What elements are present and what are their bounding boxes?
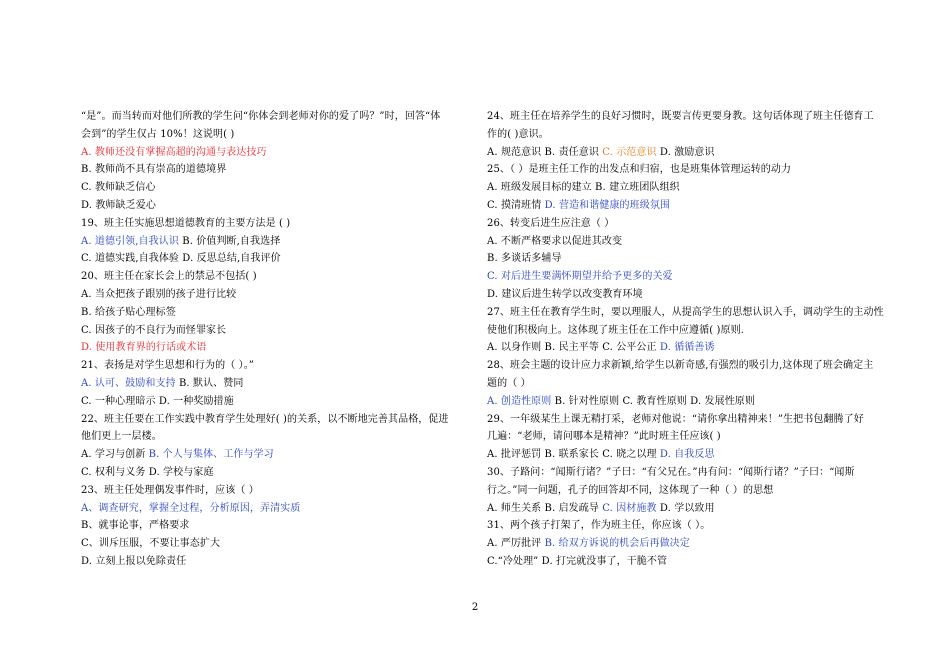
text-line bbox=[487, 304, 884, 322]
line-text: D. 激励意识 bbox=[656, 146, 715, 158]
line-text: 30、子路问：“闻斯行诸？”子曰：“有父兄在。”冉有问：“闻斯行诸？”子曰：“闻斯 bbox=[487, 466, 855, 478]
line-text: 24、班主任在培养学生的良好习惯时，既要言传更要身教。这句话体现了班主任德育工 bbox=[487, 111, 874, 122]
line-text: 28、班会主题的设计应力求新颖,给学生以新奇感,有强烈的吸引力,这体现了班会确定主 bbox=[487, 360, 874, 372]
text-line bbox=[487, 197, 877, 215]
right-column bbox=[487, 108, 884, 571]
text-line bbox=[487, 322, 877, 340]
line-text: 作的( )意识。 bbox=[487, 128, 549, 140]
text-line bbox=[487, 233, 877, 251]
text-line bbox=[81, 179, 466, 197]
page-number: 2 bbox=[471, 602, 479, 613]
line-text: B. 针对性原则 C. 教育性原则 D. 发展性原则 bbox=[551, 395, 756, 407]
text-line bbox=[487, 126, 877, 144]
line-text: B. 多谈话多辅导 bbox=[487, 253, 562, 265]
text-line bbox=[487, 286, 877, 304]
line-text: A. 学习与创新 bbox=[81, 449, 149, 461]
line-text: 几遍：“老师，请问哪本是精神？”此时班主任应该( ) bbox=[487, 431, 721, 443]
line-text: A. 以身作则 B. 民主平等 C. 公平公正 bbox=[487, 342, 660, 354]
line-text: C、训斥压服，不要让事态扩大 bbox=[81, 538, 221, 550]
line-text: 23、班主任处理偶发事件时，应该（ ） bbox=[81, 484, 259, 496]
line-text: 29、一年级某生上课无精打采，老师对他说：“请你拿出精神来！”生把书包翻腾了好 bbox=[487, 413, 864, 425]
line-text: A. 当众把孩子跟别的孩子进行比较 bbox=[81, 288, 237, 300]
text-line bbox=[487, 215, 877, 233]
answer-highlight: A. 教师还没有掌握高超的沟通与表达技巧 bbox=[81, 146, 267, 158]
text-line bbox=[81, 233, 466, 251]
text-line bbox=[81, 428, 466, 446]
answer-highlight: D. 循循善诱 bbox=[659, 342, 715, 354]
text-line bbox=[487, 464, 877, 482]
line-text: 题的（ ） bbox=[487, 377, 531, 389]
text-line bbox=[487, 179, 877, 197]
line-text: C. 权利与义务 D. 学校与家庭 bbox=[81, 466, 214, 478]
line-text: 20、班主任在家长会上的禁忌不包括( ) bbox=[81, 271, 257, 283]
text-line bbox=[81, 286, 466, 304]
text-line bbox=[81, 268, 466, 286]
text-line bbox=[81, 322, 466, 340]
text-line bbox=[81, 411, 466, 429]
answer-highlight: A. 道德引领,自我认识 bbox=[81, 235, 179, 247]
text-line bbox=[487, 535, 877, 553]
line-text: A. 班级发展目标的建立 B. 建立班团队组织 bbox=[487, 182, 680, 194]
line-text: B. 给孩子贴心理标签 bbox=[81, 306, 176, 318]
text-line bbox=[487, 357, 877, 375]
text-line bbox=[487, 517, 877, 535]
text-line bbox=[487, 393, 877, 411]
line-text: 26、转变后进生应注意（ ） bbox=[487, 217, 615, 229]
answer-highlight: C. 示范意识 bbox=[602, 146, 657, 158]
text-line bbox=[81, 304, 466, 322]
line-text: “是”。而当转而对他们所教的学生问“你体会到老师对你的爱了吗？”时，回答“体 bbox=[81, 111, 441, 122]
text-line bbox=[81, 553, 466, 571]
text-line bbox=[487, 553, 877, 571]
line-text: 21、表扬是对学生思想和行为的（ ）。” bbox=[81, 360, 255, 372]
text-line bbox=[487, 161, 877, 179]
line-text: C. 一种心理暗示 D. 一种奖励措施 bbox=[81, 395, 234, 407]
line-text: C. 道德实践,自我体验 D. 反思总结,自我评价 bbox=[81, 253, 281, 265]
text-line bbox=[487, 428, 877, 446]
line-text: C.“冷处理” D. 打完就没事了，干脆不管 bbox=[487, 555, 668, 567]
line-text: B. 教师尚不具有崇高的道德境界 bbox=[81, 164, 227, 176]
text-line bbox=[81, 126, 466, 144]
text-line bbox=[81, 375, 466, 393]
text-line bbox=[81, 339, 466, 357]
line-text: C. 因孩子的不良行为而怪罪家长 bbox=[81, 324, 227, 336]
line-text: 22、班主任要在工作实践中教育学生处理好( )的关系，以不断地完善其品格，促进 bbox=[81, 413, 449, 425]
line-text: C. 教师缺乏信心 bbox=[81, 182, 156, 194]
answer-highlight: A、调查研究，掌握全过程，分析原因，弄清实质 bbox=[81, 502, 301, 514]
text-line bbox=[81, 446, 466, 464]
text-line bbox=[81, 144, 466, 162]
text-line bbox=[487, 411, 877, 429]
text-line bbox=[487, 108, 877, 126]
text-line bbox=[487, 144, 877, 162]
text-line bbox=[81, 250, 466, 268]
text-line bbox=[81, 517, 466, 535]
text-line bbox=[81, 215, 466, 233]
line-text: B、就事论事，严格要求 bbox=[81, 520, 190, 532]
line-text: A. 严厉批评 bbox=[487, 538, 545, 550]
text-line bbox=[81, 535, 466, 553]
text-line bbox=[81, 197, 466, 215]
text-line bbox=[81, 482, 466, 500]
line-text: B. 默认、赞同 bbox=[175, 377, 244, 389]
answer-highlight: C. 对后进生要满怀期望并给予更多的关爱 bbox=[487, 271, 673, 283]
text-line bbox=[487, 482, 877, 500]
line-text: C. 摸清班情 bbox=[487, 199, 545, 211]
line-text: D. 教师缺乏爱心 bbox=[81, 199, 156, 211]
answer-highlight: D. 自我反思 bbox=[659, 449, 715, 461]
left-column bbox=[81, 108, 466, 571]
text-line bbox=[487, 250, 877, 268]
text-line bbox=[81, 464, 466, 482]
answer-highlight: D. 营造和谐健康的班级氛围 bbox=[544, 199, 671, 211]
line-text: D. 建议后进生转学以改变教育环境 bbox=[487, 288, 643, 300]
text-line bbox=[81, 108, 466, 126]
answer-highlight: B. 个人与集体、工作与学习 bbox=[148, 449, 274, 461]
line-text: 27、班主任在教育学生时，要以理服人，从提高学生的思想认识入手，调动学生的主动性 bbox=[487, 306, 884, 318]
line-text: D. 立刻上报以免除责任 bbox=[81, 555, 187, 567]
text-line bbox=[81, 357, 466, 375]
text-line bbox=[487, 339, 877, 357]
text-line bbox=[487, 268, 877, 286]
answer-highlight: C. 因材施教 bbox=[602, 502, 657, 514]
line-text: A. 规范意识 B. 责任意识 bbox=[487, 146, 603, 158]
text-line bbox=[487, 375, 877, 393]
line-text: 19、班主任实施思想道德教育的主要方法是 ( ) bbox=[81, 217, 291, 229]
answer-highlight: A. 认可、鼓励和支持 bbox=[81, 377, 176, 389]
answer-highlight: D. 使用教育界的行话或术语 bbox=[81, 342, 207, 354]
text-line bbox=[487, 446, 877, 464]
line-text: 会到”的学生仅占 10%！这说明( ) bbox=[81, 128, 235, 140]
line-text: A. 师生关系 B. 启发疏导 bbox=[487, 502, 603, 514]
line-text: 行之。”同一问题，孔子的回答却不同，这体现了一种（ ）的思想 bbox=[487, 484, 774, 496]
answer-highlight: B. 给双方诉说的机会后再做决定 bbox=[544, 538, 690, 550]
text-line bbox=[81, 161, 466, 179]
line-text: A. 不断严格要求以促进其改变 bbox=[487, 235, 623, 247]
line-text: 31、两个孩子打架了，作为班主任，你应该（ ）。 bbox=[487, 520, 711, 532]
text-line bbox=[487, 500, 877, 518]
line-text: A. 批评惩罚 B. 联系家长 C. 晓之以理 bbox=[487, 449, 660, 461]
line-text: D. 学以致用 bbox=[656, 502, 715, 514]
line-text: 他们更上一层楼。 bbox=[81, 431, 162, 443]
text-line bbox=[81, 500, 466, 518]
line-text: 25、（ ）是班主任工作的出发点和归宿，也是班集体管理运转的动力 bbox=[487, 164, 792, 176]
line-text: 使他们积极向上。这体现了班主任在工作中应遵循( )原则. bbox=[487, 324, 744, 336]
text-line bbox=[81, 393, 466, 411]
answer-highlight: A. 创造性原则 bbox=[487, 395, 552, 407]
line-text: B. 价值判断,自我选择 bbox=[178, 235, 281, 247]
